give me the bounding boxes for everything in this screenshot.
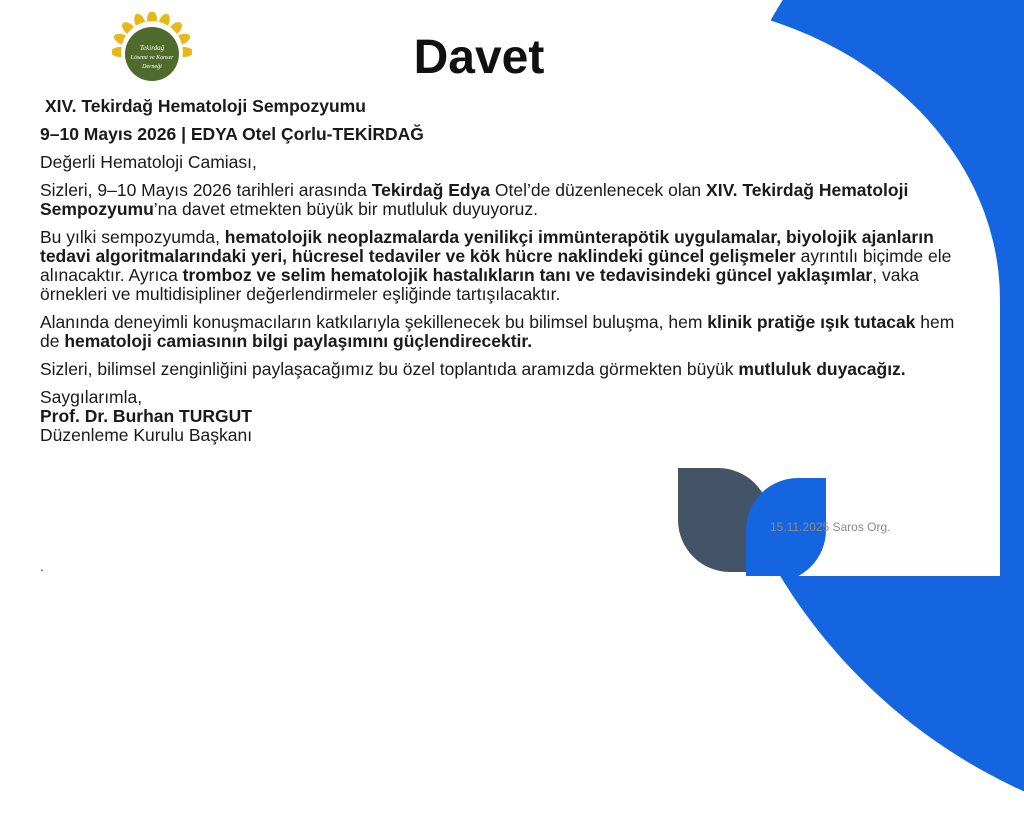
paragraph-3-run-3: hem de — [40, 312, 955, 351]
paragraph-4 — [40, 360, 960, 379]
paragraph-1-run-1: Sizleri, 9–10 Mayıs 2026 tarihleri arasında — [40, 180, 372, 200]
paragraph-4-run-1: Sizleri, bilimsel zenginliğini paylaşacağımız bu özel toplantıda aramızda görmekten büyük — [40, 359, 739, 379]
page-number: 2 — [975, 542, 982, 556]
slide-title: Davet — [413, 31, 545, 84]
paragraph-3-run-2: klinik pratiğe ışık tutacak — [707, 312, 916, 332]
organization-logo — [112, 12, 192, 92]
paragraph-2-run-4: tromboz ve selim hematolojik hastalıkların tanı ve tedavisindeki güncel yaklaşımlar — [182, 265, 873, 285]
event-name: XIV. Tekirdağ Hematoloji Sempozyumu — [45, 96, 366, 116]
bottom-mark: . — [40, 558, 44, 574]
paragraph-2-run-1: Bu yılki sempozyumda, — [40, 227, 225, 247]
paragraph-3 — [40, 313, 960, 351]
paragraph-3-run-4: hematoloji camiasının bilgi paylaşımını güçlendirecektir. — [64, 331, 533, 351]
logo-text-line3: Derneği — [142, 64, 162, 70]
paragraph-1-run-2: Tekirdağ Edya — [371, 180, 491, 200]
invitation-body — [40, 97, 960, 445]
logo-text-line2: Lösemi ve Kanser — [130, 55, 174, 61]
paragraph-2 — [40, 228, 960, 304]
paragraph-2-run-5: , vaka örnekleri ve multidisipliner değerlendirmeler eşliğinde tartışılacaktır. — [40, 265, 919, 304]
signature-block — [40, 388, 960, 445]
paragraph-2-run-3: ayrıntılı biçimde ele alınacaktır. Ayrıca — [40, 246, 952, 285]
salutation: Değerli Hematoloji Camiası, — [40, 152, 257, 172]
event-date-venue: 9–10 Mayıs 2026 | EDYA Otel Çorlu-TEKİRDAĞ — [40, 124, 424, 144]
footer-date: 15.11.2025 Saros Org. — [770, 520, 891, 534]
paragraph-4-run-2: mutluluk duyacağız. — [738, 359, 906, 379]
signer-name: Prof. Dr. Burhan TURGUT — [40, 406, 252, 426]
paragraph-1 — [40, 181, 960, 219]
paragraph-3-run-1: Alanında deneyimli konuşmacıların katkılarıyla şekillenecek bu bilimsel buluşma, hem — [40, 312, 708, 332]
invitation-paragraphs — [40, 181, 960, 379]
logo-text-line1: Tekirdağ — [139, 44, 165, 52]
paragraph-1-run-5: ’na davet etmekten büyük bir mutluluk duyuyoruz. — [153, 199, 539, 219]
signer-role: Düzenleme Kurulu Başkanı — [40, 425, 253, 445]
paragraph-1-run-4: XIV. Tekirdağ Hematoloji Sempozyumu — [40, 180, 909, 219]
paragraph-1-run-3: Otel’de düzenlenecek olan — [490, 180, 707, 200]
closing: Saygılarımla, — [40, 387, 143, 407]
paragraph-2-run-2: hematolojik neoplazmalarda yenilikçi immünterapötik uygulamalar, biyolojik ajanların tedavi algoritmalarındaki yeri, hücresel tedaviler ve kök hücre naklindeki güncel gelişmeler — [40, 227, 934, 266]
